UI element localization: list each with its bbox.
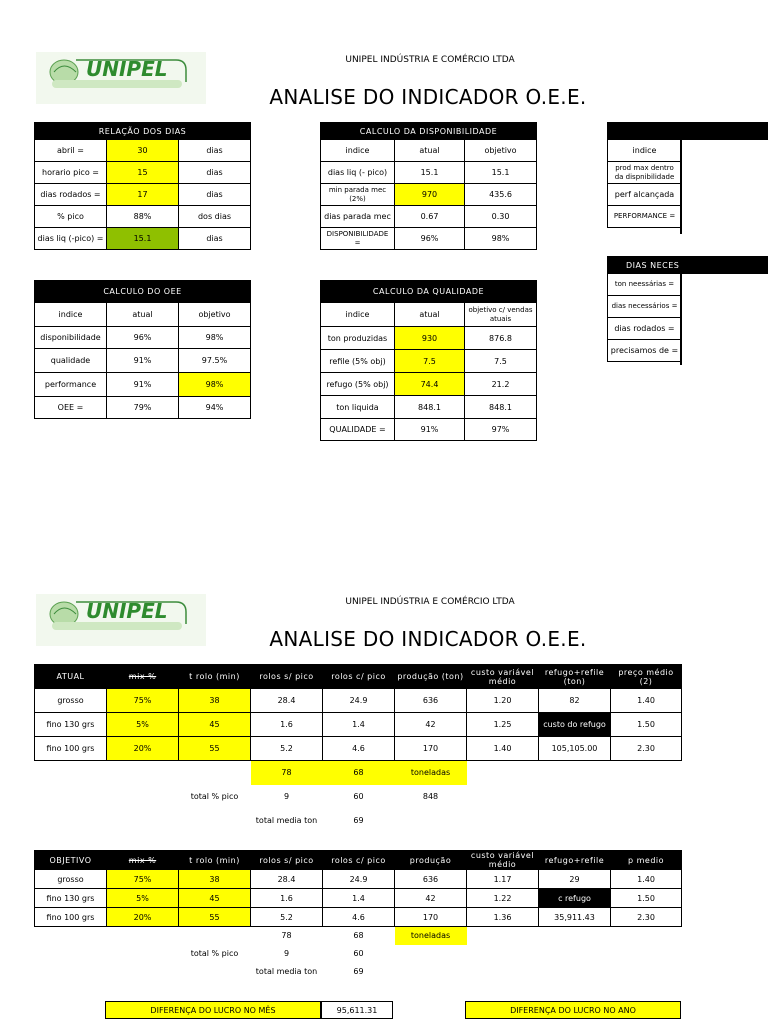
cell[interactable]: 38 — [179, 689, 251, 713]
cell: 28.4 — [251, 689, 323, 713]
cell: dias rodados = — [35, 184, 107, 206]
cell: 1.40 — [611, 689, 682, 713]
col-header: mix % — [107, 851, 179, 870]
cell: 1.40 — [467, 737, 539, 761]
cell: 4.6 — [323, 908, 395, 927]
cell: qualidade — [35, 349, 107, 373]
cell: 876.8 — [465, 327, 537, 350]
cell: 9 — [283, 949, 290, 958]
col-header: p medio — [611, 851, 682, 870]
cell: 1.6 — [251, 889, 323, 908]
cell: 24.9 — [323, 689, 395, 713]
cell: ton neessárias = — [608, 274, 682, 296]
cell: % pico — [35, 206, 107, 228]
cell[interactable]: 75% — [107, 870, 179, 889]
col-header: refugo+refile — [539, 851, 611, 870]
col-header: produção — [395, 851, 467, 870]
cell[interactable]: 30 — [107, 140, 179, 162]
cell: dias parada mec — [321, 206, 395, 228]
performance-table — [607, 122, 768, 228]
cell: 60 — [353, 949, 364, 958]
cell: ton produzidas — [321, 327, 395, 350]
atual-table — [34, 664, 682, 833]
cell: custo do refugo — [539, 713, 611, 737]
cell: 105,105.00 — [539, 737, 611, 761]
cell: 1.50 — [611, 713, 682, 737]
cell: 96% — [107, 327, 179, 349]
cell: total media ton — [255, 967, 318, 976]
cell: indice — [321, 303, 395, 327]
relacao-dias-table — [34, 122, 251, 250]
col-header: mix % — [107, 665, 179, 689]
cell[interactable]: 45 — [179, 889, 251, 908]
cell: toneladas — [395, 761, 467, 785]
cell: 42 — [395, 713, 467, 737]
cell: indice — [608, 140, 682, 162]
cell: 9 — [283, 792, 290, 801]
cell: ton liquida — [321, 396, 395, 419]
cell: 848.1 — [465, 396, 537, 419]
relacao-header: RELAÇÃO DOS DIAS — [35, 123, 251, 140]
cell: 28.4 — [251, 870, 323, 889]
cell: dias — [179, 140, 251, 162]
cell: 5.2 — [251, 737, 323, 761]
cell[interactable]: 55 — [179, 908, 251, 927]
cell: 170 — [395, 908, 467, 927]
cell: indice — [35, 303, 107, 327]
cell: DISPONIBILIDADE = — [321, 228, 395, 250]
cell: 848 — [422, 792, 439, 801]
cell: total media ton — [255, 816, 318, 825]
cell: horario pico = — [35, 162, 107, 184]
cell: 15.1 — [107, 228, 179, 250]
col-header: refugo+refile (ton) — [539, 665, 611, 689]
cell: 0.30 — [465, 206, 537, 228]
cell: 435.6 — [465, 184, 537, 206]
cell: 636 — [395, 870, 467, 889]
dias-neces-clip — [607, 256, 768, 376]
svg-text:UNIPEL: UNIPEL — [86, 57, 168, 81]
cell: 60 — [353, 792, 364, 801]
cell[interactable]: 15 — [107, 162, 179, 184]
cell: performance — [35, 373, 107, 397]
cell: 97.5% — [179, 349, 251, 373]
cell: prod max dentro da dispnibilidade — [608, 162, 682, 184]
cell: 79% — [107, 397, 179, 419]
cell: 7.5 — [465, 350, 537, 373]
cell: 98% — [179, 327, 251, 349]
cell: dias rodados = — [608, 318, 682, 340]
page-title: ANALISE DO INDICADOR O.E.E. — [269, 627, 587, 651]
cell: 98% — [465, 228, 537, 250]
cell: dos dias — [179, 206, 251, 228]
cell[interactable]: 5% — [107, 889, 179, 908]
col-header: custo variável médio — [467, 665, 539, 689]
cell[interactable]: 20% — [107, 737, 179, 761]
cell[interactable]: 74.4 — [395, 373, 465, 396]
cell: objetivo c/ vendas atuais — [465, 303, 537, 327]
cell: 91% — [395, 419, 465, 441]
page-title: ANALISE DO INDICADOR O.E.E. — [269, 85, 587, 109]
cell: 35,911.43 — [539, 908, 611, 927]
cell: 91% — [107, 349, 179, 373]
cell: 94% — [179, 397, 251, 419]
cell: 29 — [539, 870, 611, 889]
cell: 21.2 — [465, 373, 537, 396]
cell: 4.6 — [323, 737, 395, 761]
col-header: rolos s/ pico — [251, 665, 323, 689]
cell[interactable]: 75% — [107, 689, 179, 713]
cell: 68 — [323, 761, 395, 785]
cell: 42 — [395, 889, 467, 908]
cell: disponibilidade — [35, 327, 107, 349]
cell: fino 130 grs — [35, 713, 107, 737]
cell: dias liq (-pico) = — [35, 228, 107, 250]
col-header: rolos s/ pico — [251, 851, 323, 870]
cell: c refugo — [539, 889, 611, 908]
col-header: custo variável médio — [467, 851, 539, 870]
cell: grosso — [35, 689, 107, 713]
cell: 170 — [395, 737, 467, 761]
col-header: preço médio (2) — [611, 665, 682, 689]
cell: 69 — [353, 967, 364, 976]
oee-table — [34, 280, 251, 419]
cell: min parada mec (2%) — [321, 184, 395, 206]
qualidade-table — [320, 280, 537, 441]
cell: 1.17 — [467, 870, 539, 889]
cell[interactable]: 930 — [395, 327, 465, 350]
cell: 0.67 — [395, 206, 465, 228]
cell: 1.36 — [467, 908, 539, 927]
cell[interactable]: 17 — [107, 184, 179, 206]
cell: refile (5% obj) — [321, 350, 395, 373]
oee-header: CALCULO DO OEE — [35, 281, 251, 303]
company-name: UNIPEL INDÚSTRIA E COMÉRCIO LTDA — [345, 597, 515, 607]
col-header: rolos c/ pico — [323, 665, 395, 689]
company-name: UNIPEL INDÚSTRIA E COMÉRCIO LTDA — [345, 55, 515, 65]
col-header: OBJETIVO — [35, 851, 107, 870]
cell: total % pico — [190, 792, 239, 801]
cell[interactable]: 45 — [179, 713, 251, 737]
cell: QUALIDADE = — [321, 419, 395, 441]
cell: 15.1 — [395, 162, 465, 184]
cell: 24.9 — [323, 870, 395, 889]
qualidade-header: CALCULO DA QUALIDADE — [321, 281, 537, 303]
cell: 5.2 — [251, 908, 323, 927]
cell: grosso — [35, 870, 107, 889]
disponibilidade-header: CALCULO DA DISPONIBILIDADE — [321, 123, 537, 140]
cell: dias — [179, 162, 251, 184]
cell: 1.22 — [467, 889, 539, 908]
dias-neces-table — [607, 256, 768, 362]
col-header: t rolo (min) — [179, 665, 251, 689]
diferenca-mes-value: 95,611.31 — [321, 1001, 393, 1019]
cell: 1.25 — [467, 713, 539, 737]
cell[interactable]: 38 — [179, 870, 251, 889]
cell: 636 — [395, 689, 467, 713]
cell: dias — [179, 228, 251, 250]
diferenca-ano-label: DIFERENÇA DO LUCRO NO ANO — [465, 1001, 681, 1019]
cell: fino 100 grs — [35, 737, 107, 761]
performance-table-clip — [607, 122, 768, 262]
cell: 97% — [465, 419, 537, 441]
cell: 88% — [107, 206, 179, 228]
cell: objetivo — [179, 303, 251, 327]
cell: 2.30 — [611, 908, 682, 927]
disponibilidade-table — [320, 122, 537, 250]
cell[interactable]: 20% — [107, 908, 179, 927]
cell: 15.1 — [465, 162, 537, 184]
cell: 1.20 — [467, 689, 539, 713]
cell: atual — [107, 303, 179, 327]
cell: 1.4 — [323, 713, 395, 737]
col-header: produção (ton) — [395, 665, 467, 689]
cell: toneladas — [395, 927, 467, 945]
cell: 78 — [251, 761, 323, 785]
cell: refugo (5% obj) — [321, 373, 395, 396]
cell: abril = — [35, 140, 107, 162]
cell: 68 — [353, 931, 364, 941]
cell[interactable]: 5% — [107, 713, 179, 737]
col-header: ATUAL — [35, 665, 107, 689]
cell: fino 130 grs — [35, 889, 107, 908]
cell: dias liq (- pico) — [321, 162, 395, 184]
cell: objetivo — [465, 140, 537, 162]
cell: fino 100 grs — [35, 908, 107, 927]
cell: 82 — [539, 689, 611, 713]
col-header: t rolo (min) — [179, 851, 251, 870]
cell: 848.1 — [395, 396, 465, 419]
cell[interactable]: 55 — [179, 737, 251, 761]
cell: 69 — [353, 816, 364, 825]
cell[interactable]: 98% — [179, 373, 251, 397]
svg-text:UNIPEL: UNIPEL — [86, 599, 168, 623]
cell: 96% — [395, 228, 465, 250]
cell: dias necessários = — [608, 296, 682, 318]
objetivo-table — [34, 850, 682, 981]
cell: 1.40 — [611, 870, 682, 889]
cell: precisamos de = — [608, 340, 682, 362]
performance-header — [608, 123, 768, 140]
cell: perf alcançada — [608, 184, 682, 206]
cell[interactable]: 970 — [395, 184, 465, 206]
cell: 1.6 — [251, 713, 323, 737]
cell: OEE = — [35, 397, 107, 419]
cell: 78 — [281, 931, 292, 941]
cell: total % pico — [190, 949, 239, 958]
cell: PERFORMANCE = — [608, 206, 682, 228]
cell: indice — [321, 140, 395, 162]
dias-neces-header: DIAS NECES — [608, 257, 768, 274]
diferenca-mes-label: DIFERENÇA DO LUCRO NO MÊS — [105, 1001, 321, 1019]
cell[interactable]: 7.5 — [395, 350, 465, 373]
cell: 1.50 — [611, 889, 682, 908]
cell: 91% — [107, 373, 179, 397]
cell: 2.30 — [611, 737, 682, 761]
cell: atual — [395, 140, 465, 162]
cell: 1.4 — [323, 889, 395, 908]
cell: atual — [395, 303, 465, 327]
col-header: rolos c/ pico — [323, 851, 395, 870]
cell: dias — [179, 184, 251, 206]
